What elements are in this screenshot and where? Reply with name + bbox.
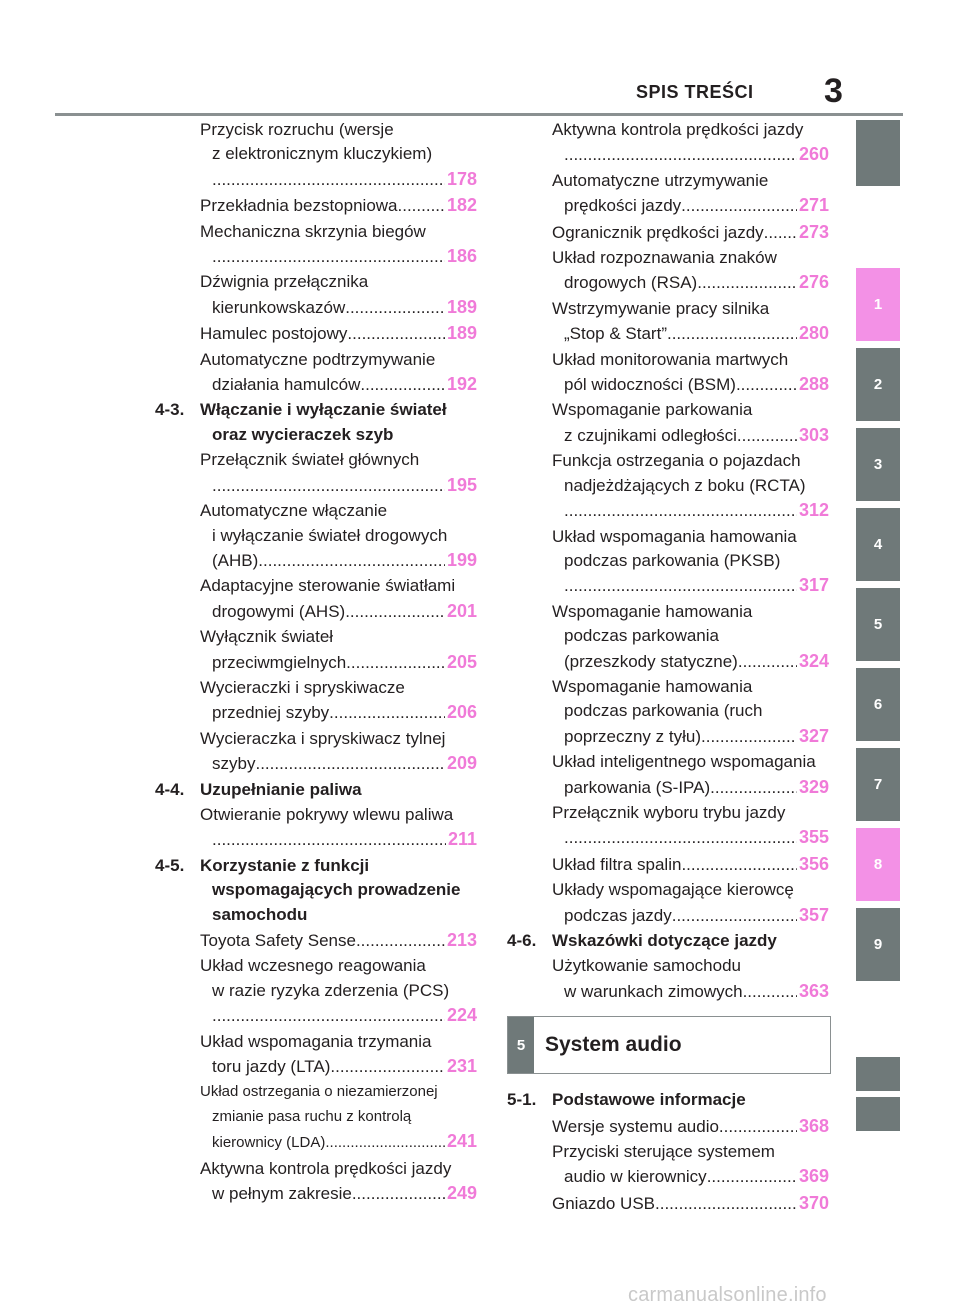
toc-entry-text: Układy wspomagające kierowcę: [552, 880, 794, 900]
page-reference-link[interactable]: 209: [446, 753, 477, 774]
page-reference-link[interactable]: 327: [798, 725, 829, 746]
toc-entry[interactable]: [150, 118, 477, 192]
toc-entry[interactable]: [502, 954, 829, 1004]
toc-entry-text: Układ inteligentnego wspomagania: [552, 752, 816, 772]
toc-entry-text: Użytkowanie samochodu: [552, 956, 741, 976]
page-reference-link[interactable]: 369: [798, 1166, 829, 1187]
dot-leader: [398, 194, 445, 218]
toc-entry[interactable]: [150, 727, 477, 777]
toc-entry-text: zmianie pasa ruchu z kontrolą: [212, 1107, 412, 1125]
toc-entry-text: Aktywna kontrola prędkości jazdy: [200, 1158, 452, 1178]
section-number: 4-3.: [155, 400, 185, 420]
dot-leader: [764, 221, 797, 245]
toc-entry-text: podczas jazdy: [564, 905, 672, 925]
page-reference-link[interactable]: 241: [446, 1131, 477, 1152]
toc-entry[interactable]: [150, 928, 477, 953]
toc-entry-text: w razie ryzyka zderzenia (PCS): [212, 980, 450, 1000]
dot-leader: [667, 322, 797, 346]
toc-entry-text: przedniej szyby: [212, 703, 330, 723]
toc-section-heading: [150, 778, 477, 802]
toc-entry[interactable]: [150, 1157, 477, 1207]
dot-leader: [325, 1131, 445, 1155]
chapter-tab-9[interactable]: 9: [856, 908, 900, 981]
toc-entry-text: Automatyczne podtrzymywanie: [200, 349, 436, 369]
dot-leader: [564, 826, 797, 850]
dot-leader: [212, 245, 445, 269]
chapter-number: 5: [508, 1017, 534, 1073]
toc-entry-text: i wyłączanie świateł drogowych: [212, 525, 448, 545]
toc-entry-text: Układ rozpoznawania znaków: [552, 248, 777, 268]
toc-entry-text: Układ filtra spalin: [552, 854, 682, 874]
toc-section-heading: [502, 929, 829, 953]
page-reference-link[interactable]: 199: [446, 549, 477, 570]
page-reference-link[interactable]: 249: [446, 1183, 477, 1204]
toc-entry-text: Układ monitorowania martwych: [552, 349, 789, 369]
toc-entry-text: Wyłącznik świateł: [200, 627, 334, 647]
toc-entry-text: Aktywna kontrola prędkości jazdy: [552, 120, 804, 139]
toc-entry[interactable]: [502, 525, 829, 599]
dot-leader: [345, 296, 445, 320]
toc-entry-text: Przycisk rozruchu (wersje: [200, 120, 394, 139]
toc-entry[interactable]: [150, 270, 477, 320]
toc-entry-text: audio w kierownicy: [564, 1167, 707, 1187]
toc-entry-text: Przełącznik świateł głównych: [200, 450, 420, 470]
chapter-heading-box: [507, 1016, 831, 1074]
page-reference-link[interactable]: 260: [798, 144, 829, 165]
dot-leader: [564, 574, 797, 598]
dot-leader: [655, 1192, 797, 1216]
toc-entry-text: parkowania (S-IPA): [564, 777, 711, 797]
toc-entry-text: przeciwmgielnych: [212, 652, 347, 672]
section-title: Wskazówki dotyczące jazdy: [552, 931, 777, 950]
page-reference-link[interactable]: 356: [798, 853, 829, 874]
toc-section-heading: [502, 1088, 829, 1112]
dot-leader: [697, 271, 797, 295]
toc-entry[interactable]: [502, 297, 829, 347]
dot-leader: [347, 322, 445, 346]
section-title: Uzupełnianie paliwa: [200, 779, 362, 799]
toc-entry-text: pól widoczności (BSM): [564, 375, 736, 395]
chapter-tab-5[interactable]: 5: [856, 588, 900, 661]
toc-entry-text: Przełącznik wyboru trybu jazdy: [552, 802, 786, 822]
page-reference-link[interactable]: 192: [446, 374, 477, 395]
dot-leader: [212, 1004, 445, 1028]
toc-entry-text: Wspomaganie parkowania: [552, 400, 753, 420]
page-reference-link[interactable]: 280: [798, 323, 829, 344]
toc-entry-text: Automatyczne włączanie: [200, 501, 388, 521]
toc-left-column: [150, 118, 477, 1207]
page-reference-link[interactable]: 182: [446, 195, 477, 216]
dot-leader: [681, 194, 797, 218]
toc-entry-text: Adaptacyjne sterowanie światłami: [200, 576, 456, 596]
page-reference-link[interactable]: 205: [446, 651, 477, 672]
dot-leader: [258, 549, 445, 573]
chapter-tab-6[interactable]: 6: [856, 668, 900, 741]
section-number: 4-5.: [155, 855, 185, 875]
toc-entry-text: Ogranicznik prędkości jazdy: [552, 222, 764, 242]
toc-entry-text: Przyciski sterujące systemem: [552, 1142, 775, 1162]
toc-section-heading: [150, 854, 477, 927]
toc-entry-text: Układ wspomagania hamowania: [552, 526, 797, 546]
toc-entry-text: Dźwignia przełącznika: [200, 272, 369, 292]
section-number: 5-1.: [507, 1090, 537, 1110]
toc-entry[interactable]: [502, 878, 829, 928]
toc-entry[interactable]: [502, 220, 829, 245]
toc-entry[interactable]: [150, 321, 477, 346]
watermark: carmanualsonline.info: [628, 1284, 827, 1306]
section-title: samochodu: [212, 904, 308, 924]
chapter-tab-2[interactable]: 2: [856, 348, 900, 421]
dot-leader: [255, 752, 444, 776]
section-title: Włączanie i wyłączanie świateł: [200, 400, 447, 420]
toc-entry[interactable]: [150, 676, 477, 726]
page-reference-link[interactable]: 195: [446, 474, 477, 495]
toc-entry-text: Automatyczne utrzymywanie: [552, 170, 769, 190]
toc-entry-text: Wspomaganie hamowania: [552, 676, 753, 696]
toc-entry[interactable]: [502, 1140, 829, 1190]
page-reference-link[interactable]: 271: [798, 195, 829, 216]
page-reference-link[interactable]: 363: [798, 980, 829, 1001]
section-title: Korzystanie z funkcji: [200, 855, 370, 875]
toc-entry-text: Układ wczesnego reagowania: [200, 956, 426, 976]
dot-leader: [212, 474, 445, 498]
toc-entry[interactable]: [150, 348, 477, 398]
toc-section-heading: [150, 398, 477, 447]
toc-entry[interactable]: [502, 750, 829, 800]
dot-leader: [719, 1115, 797, 1139]
toc-entry-text: Hamulec postojowy: [200, 324, 348, 344]
chapter-tab-8[interactable]: 8: [856, 828, 900, 901]
header-divider: [55, 113, 903, 116]
header-title: SPIS TREŚCI: [636, 82, 754, 102]
page-reference-link[interactable]: 231: [446, 1056, 477, 1077]
page-reference-link[interactable]: 357: [798, 904, 829, 925]
toc-entry-text: kierownicy (LDA): [212, 1134, 326, 1152]
toc-entry-text: szyby: [212, 754, 256, 774]
page-number: 3: [824, 72, 843, 110]
toc-entry[interactable]: [150, 574, 477, 624]
toc-entry-text: w pełnym zakresie: [212, 1184, 352, 1204]
dot-leader: [212, 168, 445, 192]
toc-entry-text: drogowych (RSA): [564, 273, 698, 293]
toc-entry-text: działania hamulców: [212, 375, 361, 395]
toc-entry[interactable]: [502, 449, 829, 523]
toc-entry-text: Funkcja ostrzegania o pojazdach: [552, 451, 801, 471]
toc-entry-text: (przeszkody statyczne): [564, 651, 738, 671]
toc-entry[interactable]: [502, 675, 829, 749]
page-reference-link[interactable]: 213: [446, 930, 477, 950]
toc-entry-text: Mechaniczna skrzynia biegów: [200, 221, 426, 241]
toc-entry-text: nadjeżdżających z boku (RCTA): [564, 475, 806, 495]
toc-entry-text: podczas parkowania (PKSB): [564, 550, 781, 570]
toc-entry-text: w warunkach zimowych: [564, 981, 743, 1001]
toc-entry-text: z elektronicznym kluczykiem): [212, 144, 433, 164]
toc-entry[interactable]: [502, 118, 829, 168]
toc-entry-text: Wstrzymywanie pracy silnika: [552, 298, 770, 318]
page-reference-link[interactable]: 370: [798, 1192, 829, 1213]
toc-entry[interactable]: [502, 600, 829, 674]
dot-leader: [330, 1055, 445, 1079]
page-reference-link[interactable]: 288: [798, 374, 829, 395]
dot-leader: [743, 980, 797, 1004]
page-reference-link[interactable]: 189: [446, 323, 477, 344]
toc-entry-text: podczas parkowania (ruch: [564, 701, 763, 721]
dot-leader: [701, 725, 797, 749]
toc-entry[interactable]: [150, 625, 477, 675]
toc-entry-text: z czujnikami odległości: [564, 425, 737, 445]
toc-entry-text: (AHB): [212, 550, 259, 570]
page-reference-link[interactable]: 303: [798, 424, 829, 445]
dot-leader: [564, 499, 797, 523]
toc-entry[interactable]: [502, 398, 829, 448]
page-reference-link[interactable]: 224: [446, 1005, 477, 1026]
toc-entry[interactable]: [502, 169, 829, 219]
toc-entry[interactable]: [502, 801, 829, 851]
section-title: Podstawowe informacje: [552, 1090, 746, 1110]
toc-entry[interactable]: [150, 1080, 477, 1155]
toc-entry[interactable]: [502, 852, 829, 877]
section-number: 4-6.: [507, 931, 537, 950]
toc-entry[interactable]: [150, 803, 477, 853]
chapter-tab-7[interactable]: 7: [856, 748, 900, 821]
page-reference-link[interactable]: 276: [798, 272, 829, 293]
sidebar-bottom-block-1: [856, 1057, 900, 1091]
toc-entry-text: „Stop & Start”: [564, 324, 667, 344]
dot-leader: [212, 828, 446, 852]
section-title: wspomagających prowadzenie: [212, 880, 461, 900]
toc-entry[interactable]: [150, 193, 477, 218]
toc-right-column: [502, 118, 829, 1217]
page-reference-link[interactable]: 273: [798, 221, 829, 242]
dot-leader: [356, 929, 445, 953]
dot-leader: [352, 1182, 445, 1206]
toc-entry-text: Toyota Safety Sense: [200, 931, 356, 950]
dot-leader: [737, 424, 797, 448]
toc-entry-text: prędkości jazdy: [564, 196, 682, 216]
toc-entry[interactable]: [502, 348, 829, 398]
page-reference-link[interactable]: 317: [798, 575, 829, 596]
page-reference-link[interactable]: 324: [798, 650, 829, 671]
toc-entry[interactable]: [502, 1191, 829, 1216]
section-title: oraz wycieraczek szyb: [212, 424, 394, 444]
toc-entry-text: poprzeczny z tyłu): [564, 726, 701, 746]
chapter-title: System audio: [545, 1033, 682, 1057]
page-reference-link[interactable]: 368: [798, 1115, 829, 1136]
page-reference-link[interactable]: 189: [446, 296, 477, 317]
page-reference-link[interactable]: 329: [798, 776, 829, 797]
toc-entry[interactable]: [150, 954, 477, 1028]
section-number: 4-4.: [155, 779, 185, 799]
toc-entry-text: drogowymi (AHS): [212, 601, 346, 621]
toc-entry-text: Układ ostrzegania o niezamierzonej: [200, 1083, 438, 1101]
toc-entry[interactable]: [502, 246, 829, 296]
dot-leader: [738, 650, 797, 674]
toc-entry-text: Układ wspomagania trzymania: [200, 1031, 432, 1051]
toc-entry[interactable]: [150, 448, 477, 498]
sidebar-bottom-block-2: [856, 1097, 900, 1131]
page-reference-link[interactable]: 201: [446, 600, 477, 621]
toc-entry-text: Wycieraczka i spryskiwacz tylnej: [200, 728, 446, 748]
dot-leader: [707, 1165, 797, 1189]
toc-entry-text: kierunkowskazów: [212, 297, 346, 317]
toc-entry-text: Wycieraczki i spryskiwacze: [200, 677, 405, 697]
dot-leader: [360, 373, 445, 397]
page-reference-link[interactable]: 206: [446, 702, 477, 723]
chapter-tab-1[interactable]: 1: [856, 268, 900, 341]
dot-leader: [681, 853, 797, 877]
page-reference-link[interactable]: 178: [446, 168, 477, 189]
toc-entry-text: Przekładnia bezstopniowa: [200, 196, 398, 216]
toc-entry-text: toru jazdy (LTA): [212, 1057, 331, 1077]
dot-leader: [329, 701, 445, 725]
toc-entry-text: Wersje systemu audio: [552, 1116, 719, 1136]
page-reference-link[interactable]: 312: [798, 500, 829, 521]
page-reference-link[interactable]: 355: [798, 827, 829, 848]
toc-entry[interactable]: [150, 1030, 477, 1080]
dot-leader: [736, 373, 797, 397]
toc-entry-text: Gniazdo USB: [552, 1193, 655, 1213]
dot-leader: [564, 143, 797, 167]
dot-leader: [346, 651, 445, 675]
toc-entry-text: Wspomaganie hamowania: [552, 601, 753, 621]
toc-entry-text: Otwieranie pokrywy wlewu paliwa: [200, 804, 454, 824]
dot-leader: [710, 776, 797, 800]
page-reference-link[interactable]: 211: [447, 829, 477, 850]
toc-entry[interactable]: [150, 220, 477, 270]
toc-entry[interactable]: [150, 499, 477, 573]
dot-leader: [672, 904, 797, 928]
toc-entry[interactable]: [502, 1114, 829, 1139]
sidebar-top-block: [856, 120, 900, 186]
dot-leader: [345, 600, 445, 624]
chapter-tab-4[interactable]: 4: [856, 508, 900, 581]
chapter-tab-3[interactable]: 3: [856, 428, 900, 501]
page-reference-link[interactable]: 186: [446, 246, 477, 267]
toc-entry-text: podczas parkowania: [564, 626, 719, 646]
